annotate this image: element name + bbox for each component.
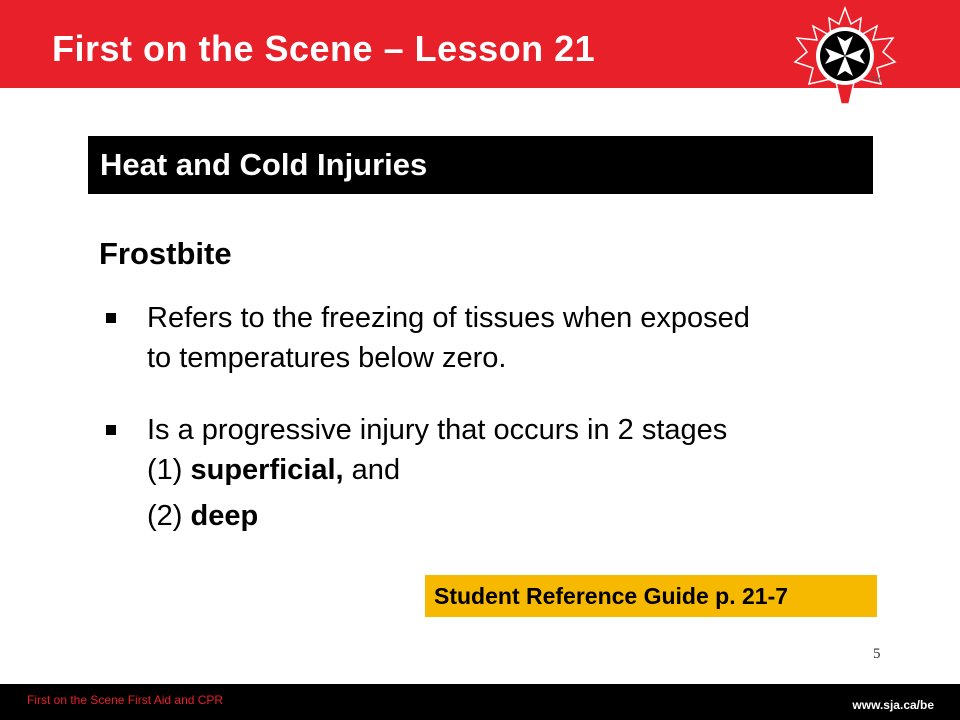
stage-deep: deep [190,500,259,532]
bullet-text-line [147,496,890,536]
slide-title: First on the Scene – Lesson 21 [52,28,596,69]
st-john-ambulance-logo-icon [785,6,905,106]
square-bullet-icon [106,425,116,435]
section-title-bar [88,136,873,194]
reference-callout [425,575,877,617]
bullet-text-line [147,450,890,490]
bullet-list [100,298,890,536]
bullet-text-line: to temperatures below zero. [147,342,507,374]
section-title: Heat and Cold Injuries [100,147,428,182]
stage-number: (1) [147,454,191,486]
footer-course-name: First on the Scene First Aid and CPR [27,693,224,707]
square-bullet-icon [106,313,116,323]
reference-text: Student Reference Guide p. 21-7 [434,583,789,609]
footer-website: www.sja.ca/be [852,698,934,712]
page-number: 5 [873,646,881,662]
bullet-item [100,298,890,378]
footer-bar [0,684,960,720]
stage-number: (2) [147,500,191,532]
bullet-text-line: Refers to the freezing of tissues when exposed [147,302,750,334]
stage-superficial: superficial, [190,454,344,486]
trademark-mark: TM [871,77,882,84]
topic-heading: Frostbite [99,236,232,271]
conjunction-text: and [343,454,401,486]
bullet-item [100,410,890,536]
bullet-text-line: Is a progressive injury that occurs in 2 stages [147,414,728,446]
